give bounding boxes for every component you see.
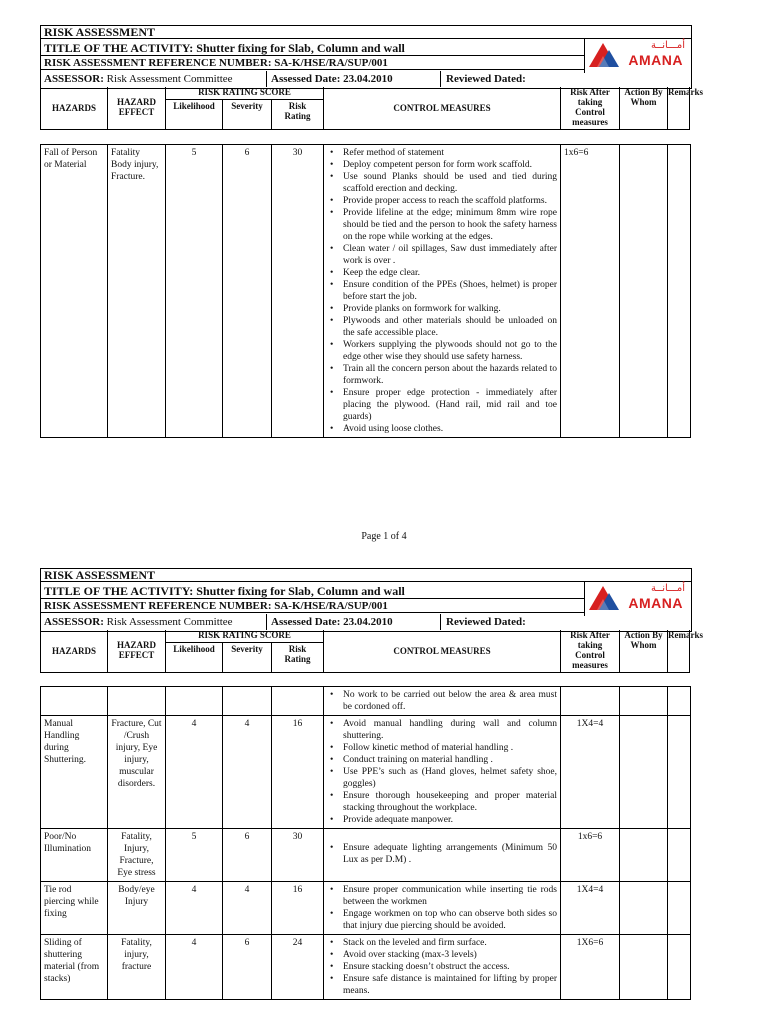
risk-after-cell: 1X4=4 xyxy=(561,716,620,829)
control-measure-item: • Train all the concern person about the hazards related to formwork. xyxy=(343,363,557,387)
col-remarks: Remarks xyxy=(668,87,703,97)
control-measure-item: • Avoid using loose clothes. xyxy=(343,423,557,435)
reference-line xyxy=(41,57,584,70)
remarks-cell xyxy=(668,716,691,829)
control-measures-list xyxy=(327,884,557,932)
control-measure-item: • Conduct training on material handling . xyxy=(343,754,557,766)
control-measure-item: • Ensure adequate lighting arrangements (Minimum 50 Lux as per D.M) . xyxy=(343,842,557,866)
control-measure-item: • Ensure condition of the PPEs (Shoes, helmet) is proper before start the job. xyxy=(343,279,557,303)
control-measures-cell xyxy=(324,687,561,716)
control-measure-item: • Clean water / oil spillages, Saw dust immediately after work is over . xyxy=(343,243,557,267)
control-measures-list xyxy=(327,842,557,866)
header-block-2 xyxy=(40,568,692,632)
risk-rating-cell: 16 xyxy=(272,882,324,935)
control-measure-item: • Workers supplying the plywoods should not go to the edge other wise they should use safety harness. xyxy=(343,339,557,363)
assessor-line xyxy=(41,614,584,630)
col-hazard-effect: HAZARD EFFECT xyxy=(108,87,166,129)
reference-number: SA-K/HSE/RA/SUP/001 xyxy=(274,57,388,69)
severity-cell xyxy=(223,687,272,716)
col-hazard-effect: HAZARD EFFECT xyxy=(108,630,166,672)
col-action-by-whom: Action By Whom xyxy=(620,630,668,672)
risk-table-page-2 xyxy=(40,686,691,1000)
col-risk-rating: Risk Rating xyxy=(272,100,324,129)
hazard-effect-cell: Fatality, Injury, Fracture, Eye stress xyxy=(108,829,166,882)
hazard-effect-cell xyxy=(108,687,166,716)
reference-number: SA-K/HSE/RA/SUP/001 xyxy=(274,600,388,612)
action-by-whom-cell xyxy=(620,687,668,716)
doc-title: RISK ASSESSMENT xyxy=(41,569,691,582)
col-severity: Severity xyxy=(223,100,272,129)
reviewed-label: Reviewed Dated: xyxy=(446,73,526,85)
column-header xyxy=(40,87,703,130)
reference-label: RISK ASSESSMENT REFERENCE NUMBER: xyxy=(44,600,272,612)
col-hazards: HAZARDS xyxy=(41,87,108,129)
control-measures-cell xyxy=(324,716,561,829)
col-control-measures: CONTROL MEASURES xyxy=(324,87,561,129)
table-row xyxy=(41,716,691,829)
col-control-measures: CONTROL MEASURES xyxy=(324,630,561,672)
control-measure-item: • No work to be carried out below the area & area must be cordoned off. xyxy=(343,689,557,713)
column-header-2 xyxy=(40,630,703,673)
assessor-line xyxy=(41,71,584,87)
control-measure-item: • Avoid over stacking (max-3 levels) xyxy=(343,949,557,961)
logo-arabic-text: أمـــانــة xyxy=(651,583,685,594)
control-measure-item: • Provide lifeline at the edge; minimum 8mm wire rope should be tied and the person to hook the safety harness on the rope while working at the edges. xyxy=(343,207,557,243)
hazard-effect-cell: Body/eye Injury xyxy=(108,882,166,935)
control-measures-cell xyxy=(324,935,561,1000)
severity-cell: 6 xyxy=(223,145,272,438)
col-likelihood: Likelihood xyxy=(166,643,223,672)
risk-rating-cell: 24 xyxy=(272,935,324,1000)
risk-rating-cell: 16 xyxy=(272,716,324,829)
table-row xyxy=(41,882,691,935)
severity-cell: 6 xyxy=(223,829,272,882)
control-measures-cell xyxy=(324,145,561,438)
control-measures-list xyxy=(327,147,557,435)
hazard-cell: Poor/No Illumination xyxy=(41,829,108,882)
assessed-date: 23.04.2010 xyxy=(343,73,393,85)
control-measure-item: • Engage workmen on top who can observe both sides so that injury due piercing should be avoided. xyxy=(343,908,557,932)
control-measure-item: • Ensure safe distance is maintained for lifting by proper means. xyxy=(343,973,557,997)
control-measure-item: • Keep the edge clear. xyxy=(343,267,557,279)
control-measure-item: • Stack on the leveled and firm surface. xyxy=(343,937,557,949)
control-measure-item: • Avoid manual handling during wall and column shuttering. xyxy=(343,718,557,742)
hazard-effect-cell: Fracture, Cut /Crush injury, Eye injury, muscular disorders. xyxy=(108,716,166,829)
risk-after-cell: 1X4=4 xyxy=(561,882,620,935)
activity-label: TITLE OF THE ACTIVITY: xyxy=(44,584,194,598)
risk-after-cell: 1x6=6 xyxy=(561,829,620,882)
control-measure-item: • Ensure stacking doesn’t obstruct the access. xyxy=(343,961,557,973)
col-remarks: Remarks xyxy=(668,630,703,640)
likelihood-cell xyxy=(166,687,223,716)
control-measures-list xyxy=(327,718,557,826)
col-rating-group: RISK RATING SCORE xyxy=(166,630,324,643)
control-measure-item: • Use PPE’s such as (Hand gloves, helmet safety shoe, goggles) xyxy=(343,766,557,790)
col-risk-after: Risk After taking Control measures xyxy=(561,87,620,129)
reference-label: RISK ASSESSMENT REFERENCE NUMBER: xyxy=(44,57,272,69)
control-measure-item: • Ensure proper communication while inserting tie rods between the workmen xyxy=(343,884,557,908)
col-severity: Severity xyxy=(223,643,272,672)
assessor-label: ASSESSOR: xyxy=(44,616,104,628)
control-measures-list xyxy=(327,689,557,713)
likelihood-cell: 5 xyxy=(166,829,223,882)
control-measure-item: • Follow kinetic method of material handling . xyxy=(343,742,557,754)
table-row xyxy=(41,935,691,1000)
assessed-date: 23.04.2010 xyxy=(343,616,393,628)
col-likelihood: Likelihood xyxy=(166,100,223,129)
amana-logo xyxy=(584,39,691,73)
reference-line xyxy=(41,600,584,613)
control-measure-item: • Ensure proper edge protection - immediately after placing the plywood. (Hand rail, mid rail and toe guards) xyxy=(343,387,557,423)
col-rating-group: RISK RATING SCORE xyxy=(166,87,324,100)
control-measure-item: • Plywoods and other materials should be unloaded on the safe accessible place. xyxy=(343,315,557,339)
action-by-whom-cell xyxy=(620,935,668,1000)
likelihood-cell: 4 xyxy=(166,882,223,935)
logo-triangles-icon xyxy=(589,39,625,69)
header-block xyxy=(40,25,692,89)
assessed-label: Assessed Date: xyxy=(271,616,341,628)
hazard-effect-cell: Fatality, injury, fracture xyxy=(108,935,166,1000)
assessor-name: Risk Assessment Committee xyxy=(106,73,233,85)
control-measures-list xyxy=(327,937,557,997)
control-measure-item: • Deploy competent person for form work scaffold. xyxy=(343,159,557,171)
col-risk-rating: Risk Rating xyxy=(272,643,324,672)
table-row xyxy=(41,687,691,716)
action-by-whom-cell xyxy=(620,716,668,829)
assessor-label: ASSESSOR: xyxy=(44,73,104,85)
remarks-cell xyxy=(668,935,691,1000)
control-measure-item: • Provide proper access to reach the scaffold platforms. xyxy=(343,195,557,207)
action-by-whom-cell xyxy=(620,829,668,882)
table-row xyxy=(41,145,691,438)
risk-after-cell: 1X6=6 xyxy=(561,935,620,1000)
page-number: Page 1 of 4 xyxy=(361,531,407,542)
assessed-label: Assessed Date: xyxy=(271,73,341,85)
remarks-cell xyxy=(668,687,691,716)
risk-rating-cell: 30 xyxy=(272,145,324,438)
control-measure-item: • Refer method of statement xyxy=(343,147,557,159)
activity-label: TITLE OF THE ACTIVITY: xyxy=(44,41,194,55)
hazard-cell: Manual Handling during Shuttering. xyxy=(41,716,108,829)
hazard-cell: Tie rod piercing while fixing xyxy=(41,882,108,935)
likelihood-cell: 5 xyxy=(166,145,223,438)
remarks-cell xyxy=(668,882,691,935)
risk-after-cell: 1x6=6 xyxy=(561,145,620,438)
hazard-cell: Sliding of shuttering material (from stacks) xyxy=(41,935,108,1000)
risk-rating-cell xyxy=(272,687,324,716)
activity-title: Shutter fixing for Slab, Column and wall xyxy=(196,41,405,55)
severity-cell: 4 xyxy=(223,716,272,829)
hazard-cell xyxy=(41,687,108,716)
control-measures-cell xyxy=(324,882,561,935)
risk-after-cell xyxy=(561,687,620,716)
control-measure-item: • Use sound Planks should be used and tied during scaffold erection and decking. xyxy=(343,171,557,195)
remarks-cell xyxy=(668,829,691,882)
hazard-cell: Fall of Person or Material xyxy=(41,145,108,438)
logo-text: AMANA xyxy=(628,52,683,68)
hazard-effect-cell: Fatality Body injury, Fracture. xyxy=(108,145,166,438)
activity-title: Shutter fixing for Slab, Column and wall xyxy=(196,584,405,598)
likelihood-cell: 4 xyxy=(166,716,223,829)
doc-title: RISK ASSESSMENT xyxy=(41,26,691,39)
amana-logo xyxy=(584,582,691,616)
activity-line xyxy=(41,583,584,599)
risk-rating-cell: 30 xyxy=(272,829,324,882)
action-by-whom-cell xyxy=(620,145,668,438)
col-hazards: HAZARDS xyxy=(41,630,108,672)
table-row xyxy=(41,829,691,882)
control-measure-item: • Provide planks on formwork for walking. xyxy=(343,303,557,315)
action-by-whom-cell xyxy=(620,882,668,935)
remarks-cell xyxy=(668,145,691,438)
reviewed-label: Reviewed Dated: xyxy=(446,616,526,628)
risk-table-page-1 xyxy=(40,144,691,438)
severity-cell: 4 xyxy=(223,882,272,935)
control-measures-cell xyxy=(324,829,561,882)
assessor-name: Risk Assessment Committee xyxy=(106,616,233,628)
logo-arabic-text: أمـــانــة xyxy=(651,40,685,51)
activity-line xyxy=(41,40,584,56)
severity-cell: 6 xyxy=(223,935,272,1000)
col-risk-after: Risk After taking Control measures xyxy=(561,630,620,672)
logo-text: AMANA xyxy=(628,595,683,611)
logo-triangles-icon xyxy=(589,582,625,612)
control-measure-item: • Provide adequate manpower. xyxy=(343,814,557,826)
likelihood-cell: 4 xyxy=(166,935,223,1000)
col-action-by-whom: Action By Whom xyxy=(620,87,668,129)
control-measure-item: • Ensure thorough housekeeping and proper material stacking throughout the workplace. xyxy=(343,790,557,814)
